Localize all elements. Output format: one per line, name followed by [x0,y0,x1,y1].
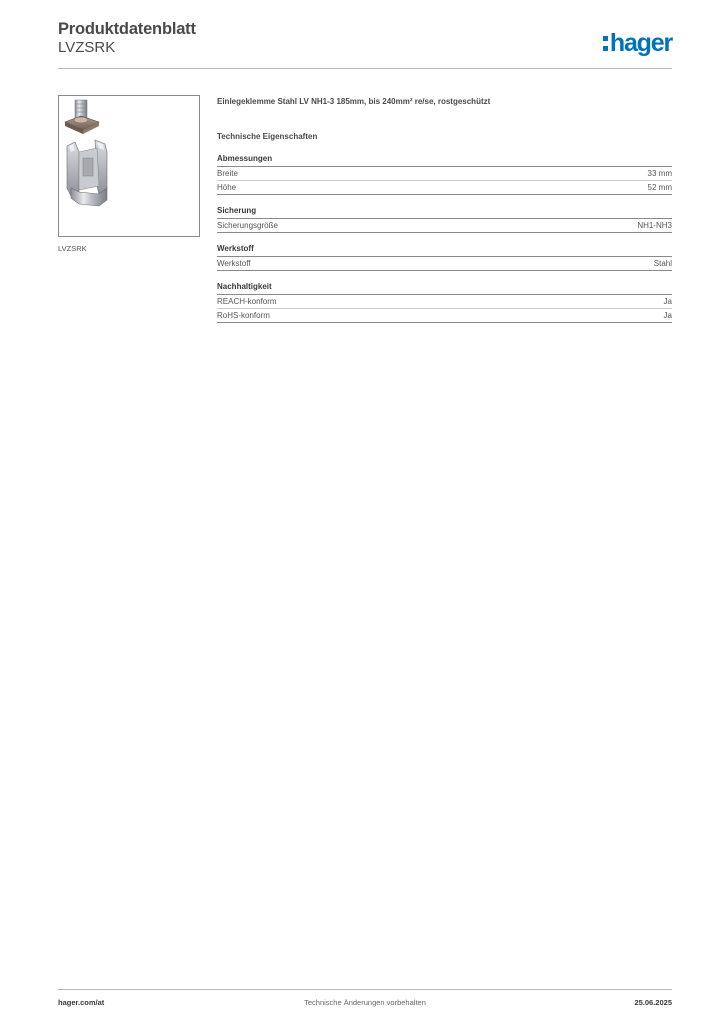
section-fuse [217,205,672,233]
product-description: Einlegeklemme Stahl LV NH1-3 185mm, bis 240mm² re/se, rostgeschützt [217,97,491,106]
row-label: Höhe [217,183,237,192]
document-title: Produktdatenblatt [58,20,196,38]
row-label: RoHS-konform [217,311,270,320]
header-divider [58,68,672,69]
footer-notice: Technische Änderungen vorbehalten [304,998,426,1007]
table-row [217,167,672,181]
section-heading: Sicherung [217,205,672,219]
row-value: NH1-NH3 [637,221,672,230]
section-sustainability [217,281,672,323]
table-row [217,257,672,271]
terminal-clamp-icon [59,96,199,236]
product-details [217,96,672,323]
row-label: Sicherungsgröße [217,221,278,230]
table-row [217,309,672,323]
logo-colon-icon [603,33,608,53]
row-value: 52 mm [647,183,672,192]
row-label: Werkstoff [217,259,251,268]
page-footer [58,997,672,1009]
section-dimensions [217,153,672,195]
table-row [217,295,672,309]
section-material [217,243,672,271]
product-image [58,95,200,237]
section-heading: Werkstoff [217,243,672,257]
website-link[interactable]: hager.com/at [58,998,105,1007]
table-row [217,181,672,195]
row-label: REACH-konform [217,297,277,306]
row-value: Ja [663,297,672,306]
section-heading: Abmessungen [217,153,672,167]
technical-properties-heading: Technische Eigenschaften [217,132,318,141]
section-heading: Nachhaltigkeit [217,281,672,295]
page-header [58,20,672,68]
row-value: 33 mm [647,169,672,178]
footer-date: 25.06.2025 [634,998,672,1007]
row-label: Breite [217,169,238,178]
table-row [217,219,672,233]
product-code: LVZSRK [58,39,116,56]
hager-logo [603,28,672,58]
row-value: Stahl [653,259,672,268]
footer-divider [58,989,672,990]
image-caption: LVZSRK [58,244,87,253]
row-value: Ja [663,311,672,320]
logo-text: hager [609,29,672,57]
